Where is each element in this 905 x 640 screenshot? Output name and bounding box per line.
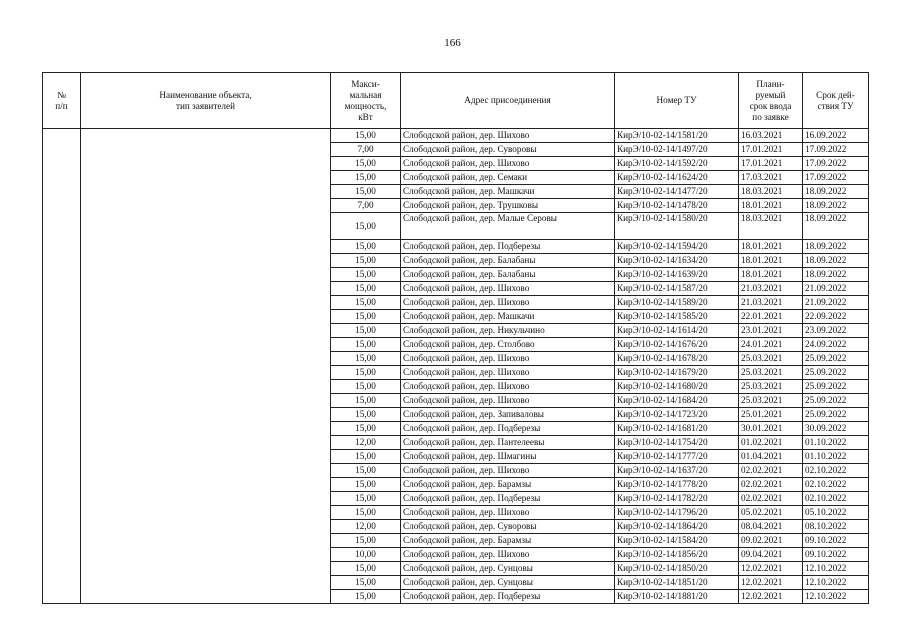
address-cell: Слободской район, дер. Шихово xyxy=(401,129,615,143)
power-cell: 15,00 xyxy=(331,408,401,422)
power-cell: 15,00 xyxy=(331,338,401,352)
tu-number-cell: КирЭ/10-02-14/1680/20 xyxy=(615,380,739,394)
planned-date-cell: 02.02.2021 xyxy=(739,492,803,506)
address-cell: Слободской район, дер. Пантелеевы xyxy=(401,436,615,450)
tu-number-cell: КирЭ/10-02-14/1856/20 xyxy=(615,548,739,562)
power-cell: 15,00 xyxy=(331,464,401,478)
validity-date-cell: 01.10.2022 xyxy=(803,450,869,464)
power-cell: 15,00 xyxy=(331,366,401,380)
tu-number-cell: КирЭ/10-02-14/1637/20 xyxy=(615,464,739,478)
validity-date-cell: 21.09.2022 xyxy=(803,296,869,310)
planned-date-cell: 18.01.2021 xyxy=(739,254,803,268)
validity-date-cell: 17.09.2022 xyxy=(803,143,869,157)
tu-number-cell: КирЭ/10-02-14/1782/20 xyxy=(615,492,739,506)
planned-date-cell: 01.04.2021 xyxy=(739,450,803,464)
validity-date-cell: 18.09.2022 xyxy=(803,254,869,268)
validity-date-cell: 16.09.2022 xyxy=(803,129,869,143)
planned-date-cell: 18.03.2021 xyxy=(739,185,803,199)
validity-date-cell: 25.09.2022 xyxy=(803,380,869,394)
table-row xyxy=(43,129,869,143)
row-group-number-cell xyxy=(43,129,81,604)
header-name-text: Наименование объекта, тип заявителей xyxy=(159,89,252,111)
validity-date-cell: 21.09.2022 xyxy=(803,282,869,296)
address-cell: Слободской район, дер. Столбово xyxy=(401,338,615,352)
power-cell: 7,00 xyxy=(331,199,401,213)
planned-date-cell: 05.02.2021 xyxy=(739,506,803,520)
validity-date-cell: 18.09.2022 xyxy=(803,185,869,199)
address-cell: Слободской район, дер. Сунцовы xyxy=(401,562,615,576)
tu-number-cell: КирЭ/10-02-14/1723/20 xyxy=(615,408,739,422)
address-cell: Слободской район, дер. Шихово xyxy=(401,157,615,171)
tu-number-cell: КирЭ/10-02-14/1676/20 xyxy=(615,338,739,352)
power-cell: 12,00 xyxy=(331,436,401,450)
address-cell: Слободской район, дер. Подберезы xyxy=(401,492,615,506)
power-cell: 15,00 xyxy=(331,254,401,268)
address-cell: Слободской район, дер. Шихово xyxy=(401,548,615,562)
tu-number-cell: КирЭ/10-02-14/1478/20 xyxy=(615,199,739,213)
header-row xyxy=(43,73,869,129)
planned-date-cell: 02.02.2021 xyxy=(739,478,803,492)
validity-date-cell: 25.09.2022 xyxy=(803,352,869,366)
planned-date-cell: 17.03.2021 xyxy=(739,171,803,185)
validity-date-cell: 09.10.2022 xyxy=(803,548,869,562)
header-planned-date xyxy=(739,73,803,129)
planned-date-cell: 21.03.2021 xyxy=(739,296,803,310)
validity-date-cell: 02.10.2022 xyxy=(803,492,869,506)
address-cell: Слободской район, дер. Балабаны xyxy=(401,254,615,268)
header-tu-number-text: Номер ТУ xyxy=(656,95,697,105)
tu-number-cell: КирЭ/10-02-14/1864/20 xyxy=(615,520,739,534)
address-cell: Слободской район, дер. Барамзы xyxy=(401,478,615,492)
address-cell: Слободской район, дер. Никульчино xyxy=(401,324,615,338)
tu-number-cell: КирЭ/10-02-14/1851/20 xyxy=(615,576,739,590)
planned-date-cell: 17.01.2021 xyxy=(739,157,803,171)
power-cell: 15,00 xyxy=(331,534,401,548)
tu-number-cell: КирЭ/10-02-14/1681/20 xyxy=(615,422,739,436)
power-cell: 7,00 xyxy=(331,143,401,157)
validity-date-cell: 18.09.2022 xyxy=(803,268,869,282)
power-cell: 15,00 xyxy=(331,590,401,604)
power-cell: 15,00 xyxy=(331,157,401,171)
address-cell: Слободской район, дер. Шихово xyxy=(401,394,615,408)
validity-date-cell: 08.10.2022 xyxy=(803,520,869,534)
planned-date-cell: 16.03.2021 xyxy=(739,129,803,143)
tu-number-cell: КирЭ/10-02-14/1589/20 xyxy=(615,296,739,310)
validity-date-cell: 17.09.2022 xyxy=(803,157,869,171)
tu-number-cell: КирЭ/10-02-14/1592/20 xyxy=(615,157,739,171)
table-body xyxy=(43,129,869,604)
validity-date-cell: 23.09.2022 xyxy=(803,324,869,338)
address-cell: Слободской район, дер. Суворовы xyxy=(401,143,615,157)
validity-date-cell: 24.09.2022 xyxy=(803,338,869,352)
address-cell: Слободской район, дер. Суворовы xyxy=(401,520,615,534)
address-cell: Слободской район, дер. Подберезы xyxy=(401,590,615,604)
power-cell: 15,00 xyxy=(331,213,401,240)
power-cell: 15,00 xyxy=(331,562,401,576)
tu-number-cell: КирЭ/10-02-14/1777/20 xyxy=(615,450,739,464)
tu-number-cell: КирЭ/10-02-14/1684/20 xyxy=(615,394,739,408)
tu-number-cell: КирЭ/10-02-14/1624/20 xyxy=(615,171,739,185)
address-cell: Слободской район, дер. Шихово xyxy=(401,296,615,310)
planned-date-cell: 18.01.2021 xyxy=(739,240,803,254)
validity-date-cell: 09.10.2022 xyxy=(803,534,869,548)
header-address xyxy=(401,73,615,129)
power-cell: 15,00 xyxy=(331,394,401,408)
planned-date-cell: 09.02.2021 xyxy=(739,534,803,548)
validity-date-cell: 12.10.2022 xyxy=(803,562,869,576)
address-cell: Слободской район, дер. Барамзы xyxy=(401,534,615,548)
planned-date-cell: 08.04.2021 xyxy=(739,520,803,534)
address-cell: Слободской район, дер. Балабаны xyxy=(401,268,615,282)
address-cell: Слободской район, дер. Подберезы xyxy=(401,422,615,436)
address-cell: Слободской район, дер. Шихово xyxy=(401,352,615,366)
planned-date-cell: 21.03.2021 xyxy=(739,282,803,296)
power-cell: 15,00 xyxy=(331,450,401,464)
address-cell: Слободской район, дер. Шихово xyxy=(401,464,615,478)
validity-date-cell: 25.09.2022 xyxy=(803,408,869,422)
planned-date-cell: 18.01.2021 xyxy=(739,199,803,213)
address-cell: Слободской район, дер. Малые Серовы xyxy=(401,213,615,240)
planned-date-cell: 25.03.2021 xyxy=(739,352,803,366)
page-number: 166 xyxy=(444,37,461,49)
planned-date-cell: 09.04.2021 xyxy=(739,548,803,562)
power-cell: 15,00 xyxy=(331,296,401,310)
power-cell: 15,00 xyxy=(331,185,401,199)
planned-date-cell: 22.01.2021 xyxy=(739,310,803,324)
validity-date-cell: 25.09.2022 xyxy=(803,394,869,408)
address-cell: Слободской район, дер. Шихово xyxy=(401,282,615,296)
tu-number-cell: КирЭ/10-02-14/1477/20 xyxy=(615,185,739,199)
power-cell: 15,00 xyxy=(331,576,401,590)
planned-date-cell: 23.01.2021 xyxy=(739,324,803,338)
power-cell: 15,00 xyxy=(331,268,401,282)
planned-date-cell: 02.02.2021 xyxy=(739,464,803,478)
header-validity-text: Срок дей- ствия ТУ xyxy=(816,89,855,111)
tu-number-cell: КирЭ/10-02-14/1796/20 xyxy=(615,506,739,520)
power-cell: 15,00 xyxy=(331,352,401,366)
tu-number-cell: КирЭ/10-02-14/1634/20 xyxy=(615,254,739,268)
power-cell: 10,00 xyxy=(331,548,401,562)
validity-date-cell: 02.10.2022 xyxy=(803,478,869,492)
address-cell: Слободской район, дер. Машкачи xyxy=(401,185,615,199)
header-address-text: Адрес присоединения xyxy=(464,95,551,105)
power-cell: 15,00 xyxy=(331,324,401,338)
planned-date-cell: 24.01.2021 xyxy=(739,338,803,352)
planned-date-cell: 12.02.2021 xyxy=(739,562,803,576)
header-power-text: Макси- мальная мощность, кВт xyxy=(344,78,387,122)
address-cell: Слободской район, дер. Подберезы xyxy=(401,240,615,254)
planned-date-cell: 18.01.2021 xyxy=(739,268,803,282)
address-cell: Слободской район, дер. Трушковы xyxy=(401,199,615,213)
tu-number-cell: КирЭ/10-02-14/1584/20 xyxy=(615,534,739,548)
planned-date-cell: 01.02.2021 xyxy=(739,436,803,450)
power-cell: 15,00 xyxy=(331,240,401,254)
planned-date-cell: 25.03.2021 xyxy=(739,366,803,380)
tu-number-cell: КирЭ/10-02-14/1754/20 xyxy=(615,436,739,450)
tu-number-cell: КирЭ/10-02-14/1580/20 xyxy=(615,213,739,240)
power-cell: 15,00 xyxy=(331,310,401,324)
tu-number-cell: КирЭ/10-02-14/1581/20 xyxy=(615,129,739,143)
row-group-name-cell xyxy=(81,129,331,604)
validity-date-cell: 22.09.2022 xyxy=(803,310,869,324)
tu-registry-table xyxy=(42,72,869,604)
planned-date-cell: 25.03.2021 xyxy=(739,394,803,408)
tu-number-cell: КирЭ/10-02-14/1585/20 xyxy=(615,310,739,324)
power-cell: 15,00 xyxy=(331,492,401,506)
validity-date-cell: 18.09.2022 xyxy=(803,213,869,240)
power-cell: 12,00 xyxy=(331,520,401,534)
power-cell: 15,00 xyxy=(331,129,401,143)
header-tu-number xyxy=(615,73,739,129)
header-num-text: № п/п xyxy=(55,89,68,111)
tu-number-cell: КирЭ/10-02-14/1850/20 xyxy=(615,562,739,576)
tu-number-cell: КирЭ/10-02-14/1778/20 xyxy=(615,478,739,492)
header-name xyxy=(81,73,331,129)
power-cell: 15,00 xyxy=(331,478,401,492)
validity-date-cell: 02.10.2022 xyxy=(803,464,869,478)
tu-number-cell: КирЭ/10-02-14/1497/20 xyxy=(615,143,739,157)
planned-date-cell: 12.02.2021 xyxy=(739,576,803,590)
tu-number-cell: КирЭ/10-02-14/1679/20 xyxy=(615,366,739,380)
header-validity xyxy=(803,73,869,129)
planned-date-cell: 18.03.2021 xyxy=(739,213,803,240)
header-power xyxy=(331,73,401,129)
validity-date-cell: 12.10.2022 xyxy=(803,590,869,604)
address-cell: Слободской район, дер. Машкачи xyxy=(401,310,615,324)
power-cell: 15,00 xyxy=(331,506,401,520)
validity-date-cell: 30.09.2022 xyxy=(803,422,869,436)
validity-date-cell: 18.09.2022 xyxy=(803,240,869,254)
validity-date-cell: 18.09.2022 xyxy=(803,199,869,213)
power-cell: 15,00 xyxy=(331,422,401,436)
validity-date-cell: 25.09.2022 xyxy=(803,366,869,380)
tu-number-cell: КирЭ/10-02-14/1594/20 xyxy=(615,240,739,254)
address-cell: Слободской район, дер. Шихово xyxy=(401,366,615,380)
planned-date-cell: 30.01.2021 xyxy=(739,422,803,436)
tu-number-cell: КирЭ/10-02-14/1614/20 xyxy=(615,324,739,338)
address-cell: Слободской район, дер. Шмагины xyxy=(401,450,615,464)
header-num xyxy=(43,73,81,129)
validity-date-cell: 05.10.2022 xyxy=(803,506,869,520)
tu-number-cell: КирЭ/10-02-14/1678/20 xyxy=(615,352,739,366)
address-cell: Слободской район, дер. Семаки xyxy=(401,171,615,185)
planned-date-cell: 12.02.2021 xyxy=(739,590,803,604)
power-cell: 15,00 xyxy=(331,171,401,185)
tu-number-cell: КирЭ/10-02-14/1881/20 xyxy=(615,590,739,604)
address-cell: Слободской район, дер. Шихово xyxy=(401,380,615,394)
validity-date-cell: 12.10.2022 xyxy=(803,576,869,590)
header-planned-date-text: Плани- руемый срок ввода по заявке xyxy=(749,78,792,122)
validity-date-cell: 01.10.2022 xyxy=(803,436,869,450)
planned-date-cell: 25.03.2021 xyxy=(739,380,803,394)
tu-number-cell: КирЭ/10-02-14/1587/20 xyxy=(615,282,739,296)
address-cell: Слободской район, дер. Запиваловы xyxy=(401,408,615,422)
address-cell: Слободской район, дер. Сунцовы xyxy=(401,576,615,590)
tu-number-cell: КирЭ/10-02-14/1639/20 xyxy=(615,268,739,282)
validity-date-cell: 17.09.2022 xyxy=(803,171,869,185)
power-cell: 15,00 xyxy=(331,282,401,296)
address-cell: Слободской район, дер. Шихово xyxy=(401,506,615,520)
planned-date-cell: 25.01.2021 xyxy=(739,408,803,422)
power-cell: 15,00 xyxy=(331,380,401,394)
planned-date-cell: 17.01.2021 xyxy=(739,143,803,157)
